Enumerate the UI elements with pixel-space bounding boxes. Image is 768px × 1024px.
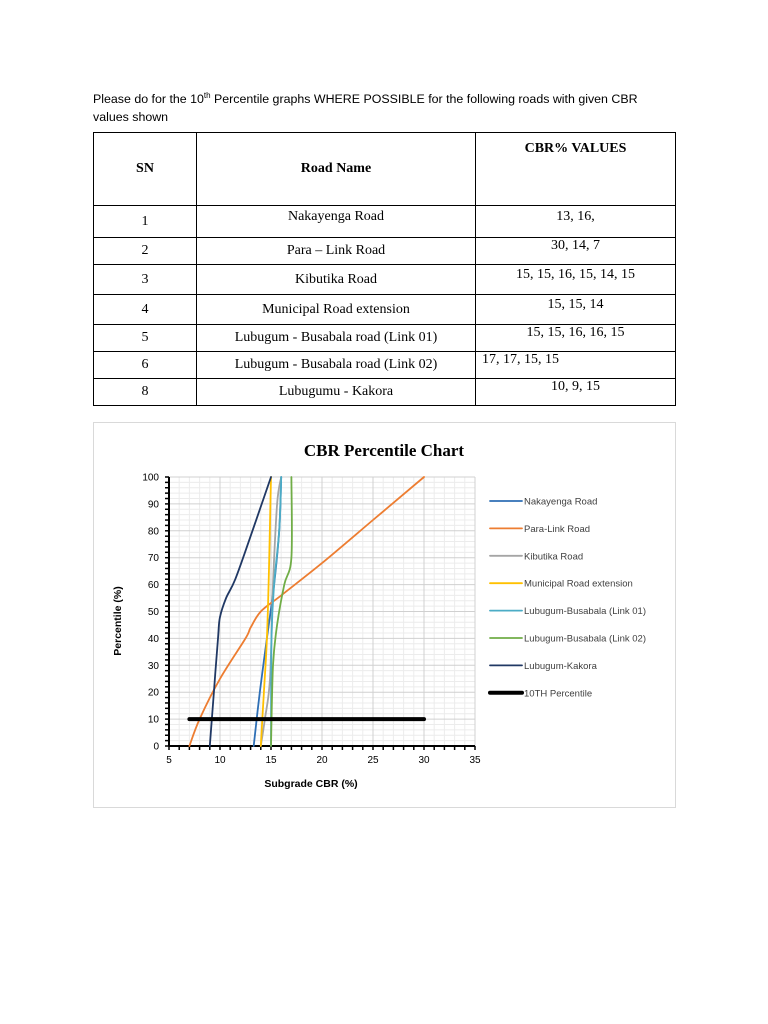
row-cbr-values: 17, 17, 15, 15 [476, 352, 676, 379]
row-road-name: Municipal Road extension [197, 295, 476, 325]
legend-label-lubugum-kakora: Lubugum-Kakora [524, 660, 597, 672]
table-row [94, 295, 676, 325]
x-tick-label: 20 [316, 755, 328, 766]
row-cbr-values: 15, 15, 16, 16, 15 [476, 325, 676, 352]
row-cbr-values: 13, 16, [476, 206, 676, 238]
row-cbr-values: 15, 15, 14 [476, 295, 676, 325]
row-sn: 8 [94, 379, 197, 406]
row-sn: 5 [94, 325, 197, 352]
legend-label-para-link-road: Para-Link Road [524, 523, 591, 535]
y-tick-label: 60 [147, 580, 159, 592]
chart-title: CBR Percentile Chart [303, 441, 465, 460]
cbr-percentile-chart [94, 423, 675, 807]
row-sn: 6 [94, 352, 197, 379]
row-road-name: Lubugum - Busabala road (Link 01) [197, 325, 476, 352]
row-sn: 2 [94, 238, 197, 265]
instruction-part-1: Please do for the 10 [93, 92, 204, 107]
x-axis-label: Subgrade CBR (%) [264, 778, 358, 790]
x-tick-label: 5 [166, 755, 172, 766]
row-sn: 3 [94, 265, 197, 295]
header-road-name: Road Name [197, 133, 476, 206]
chart-legend [490, 497, 646, 700]
y-tick-label: 40 [147, 633, 159, 645]
legend-label-municipal-road-extension: Municipal Road extension [524, 578, 633, 590]
instruction-part-2: Percentile graphs WHERE POSSIBLE for the following roads with given CBR values shown [93, 92, 638, 125]
header-cbr-values: CBR% VALUES [476, 133, 676, 206]
chart-area [93, 422, 676, 808]
row-cbr-values: 30, 14, 7 [476, 238, 676, 265]
legend-label-lubugum-busabala-link-01: Lubugum-Busabala (Link 01) [524, 606, 646, 618]
x-tick-label: 10 [214, 755, 226, 766]
header-sn: SN [94, 133, 197, 206]
y-tick-label: 50 [147, 607, 159, 618]
row-sn: 4 [94, 295, 197, 325]
table-row [94, 265, 676, 295]
grid-major [169, 477, 475, 746]
instruction-text [93, 87, 673, 126]
y-tick-label: 0 [153, 741, 159, 753]
legend-label-lubugum-busabala-link-02: Lubugum-Busabala (Link 02) [524, 633, 646, 645]
x-tick-label: 15 [265, 755, 277, 766]
row-road-name: Lubugum - Busabala road (Link 02) [197, 352, 476, 379]
y-tick-label: 100 [142, 472, 159, 484]
y-axis-label: Percentile (%) [112, 586, 124, 656]
row-cbr-values: 10, 9, 15 [476, 379, 676, 406]
cbr-table [93, 132, 676, 406]
table-row [94, 379, 676, 406]
x-tick-label: 25 [367, 755, 379, 766]
row-road-name: Para – Link Road [197, 238, 476, 265]
table-row [94, 352, 676, 379]
table-row [94, 238, 676, 265]
instruction-superscript: th [203, 91, 211, 100]
y-tick-label: 80 [147, 526, 159, 538]
table-row [94, 206, 676, 238]
row-road-name: Kibutika Road [197, 265, 476, 295]
row-road-name: Nakayenga Road [197, 206, 476, 238]
row-cbr-values: 15, 15, 16, 15, 14, 15 [476, 265, 676, 295]
table-header-row [94, 133, 676, 206]
x-tick-labels [166, 755, 481, 766]
legend-label-kibutika-road: Kibutika Road [524, 551, 584, 563]
legend-label-10th-percentile: 10TH Percentile [524, 688, 593, 700]
row-sn: 1 [94, 206, 197, 238]
y-tick-label: 10 [147, 714, 159, 726]
y-tick-label: 90 [147, 499, 159, 511]
row-road-name: Lubugumu - Kakora [197, 379, 476, 406]
y-tick-label: 70 [147, 553, 159, 565]
x-tick-label: 30 [418, 755, 430, 766]
x-tick-label: 35 [469, 755, 481, 766]
table-row [94, 325, 676, 352]
y-tick-label: 30 [147, 660, 159, 672]
y-tick-label: 20 [147, 687, 159, 699]
legend-label-nakayenga-road: Nakayenga Road [524, 496, 598, 508]
y-tick-labels [142, 473, 159, 753]
axes [165, 477, 475, 750]
